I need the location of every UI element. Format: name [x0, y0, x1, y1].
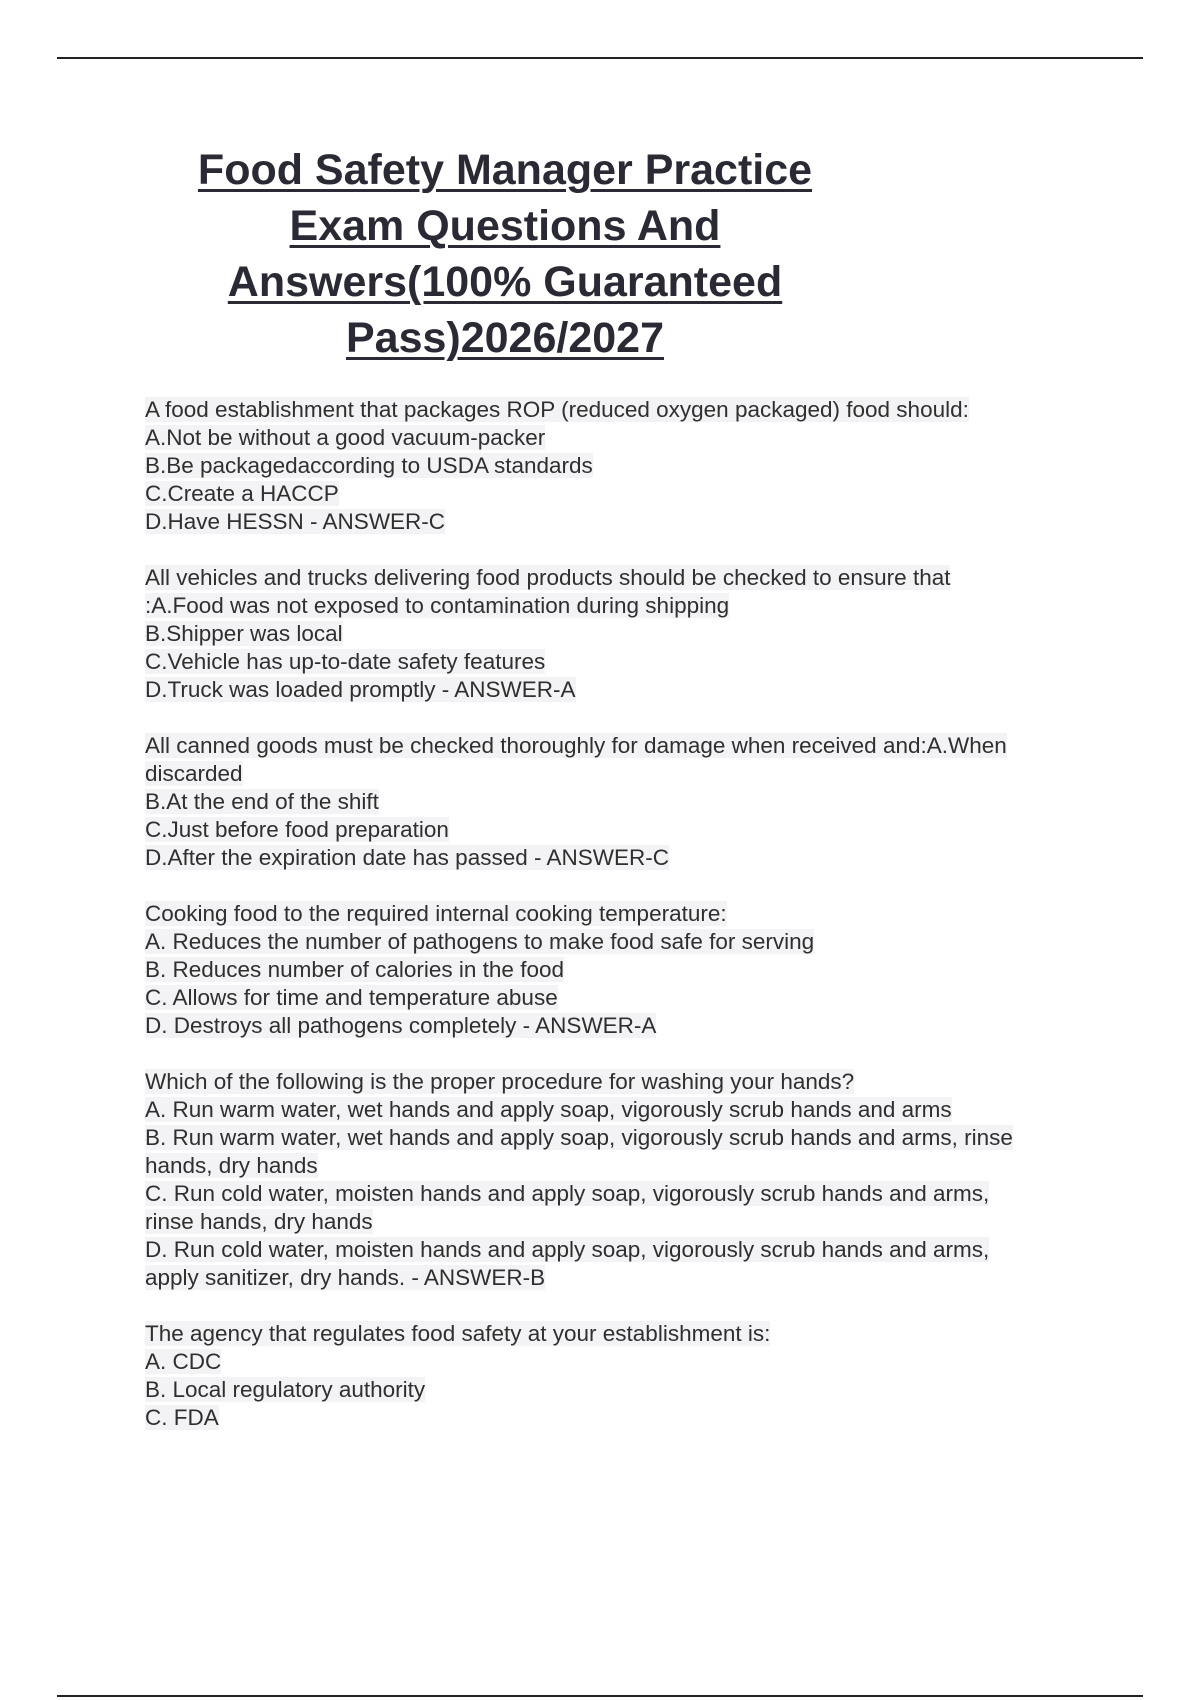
answer-option: B. Reduces number of calories in the food: [145, 957, 564, 982]
answer-option: A. Reduces the number of pathogens to make food safe for serving: [145, 929, 815, 954]
answer-option: C. Allows for time and temperature abuse: [145, 985, 558, 1010]
title-line: Answers(100% Guaranteed: [227, 258, 783, 306]
answer-option: A. Run warm water, wet hands and apply soap, vigorously scrub hands and arms: [145, 1097, 952, 1122]
answer-option: D.After the expiration date has passed - ANSWER-C: [145, 845, 669, 870]
answer-option: hands, dry hands: [145, 1153, 318, 1178]
answer-option: A.Not be without a good vacuum-packer: [145, 425, 546, 450]
question-text: Cooking food to the required internal cooking temperature:: [145, 901, 727, 926]
question-block-handwashing: [145, 1068, 1095, 1292]
answer-option: B.Be packagedaccording to USDA standards: [145, 453, 593, 478]
question-block-vehicles: [145, 564, 1095, 704]
answer-option: C. FDA: [145, 1405, 219, 1430]
answer-option: B.Shipper was local: [145, 621, 343, 646]
bottom-rule: [57, 1695, 1143, 1697]
answer-option: B.At the end of the shift: [145, 789, 379, 814]
answer-option: C.Just before food preparation: [145, 817, 449, 842]
question-text: All vehicles and trucks delivering food products should be checked to ensure that: [145, 565, 951, 590]
top-rule: [57, 57, 1143, 59]
answer-option: D. Run cold water, moisten hands and apply soap, vigorously scrub hands and arms,: [145, 1237, 990, 1262]
question-text: Which of the following is the proper procedure for washing your hands?: [145, 1069, 855, 1094]
title-line: Exam Questions And: [289, 202, 721, 250]
answer-option: D. Destroys all pathogens completely - ANSWER-A: [145, 1013, 657, 1038]
question-block-rop: [145, 396, 1095, 536]
answer-option: C.Create a HACCP: [145, 481, 339, 506]
question-text: The agency that regulates food safety at your establishment is:: [145, 1321, 771, 1346]
question-block-canned-goods: [145, 732, 1095, 872]
answer-option: apply sanitizer, dry hands. - ANSWER-B: [145, 1265, 546, 1290]
question-list: [145, 396, 1095, 1460]
question-block-cooking-temperature: [145, 900, 1095, 1040]
answer-option: C.Vehicle has up-to-date safety features: [145, 649, 546, 674]
title-line: Food Safety Manager Practice: [197, 146, 813, 194]
title-line: Pass)2026/2027: [345, 314, 664, 362]
document-title: [145, 142, 865, 366]
answer-option: D.Truck was loaded promptly - ANSWER-A: [145, 677, 576, 702]
answer-option: rinse hands, dry hands: [145, 1209, 373, 1234]
question-text: discarded: [145, 761, 243, 786]
answer-option: A. CDC: [145, 1349, 222, 1374]
answer-option: :A.Food was not exposed to contamination during shipping: [145, 593, 730, 618]
answer-option: D.Have HESSN - ANSWER-C: [145, 509, 446, 534]
answer-option: B. Run warm water, wet hands and apply soap, vigorously scrub hands and arms, rinse: [145, 1125, 1013, 1150]
question-block-regulating-agency: [145, 1320, 1095, 1432]
question-text: A food establishment that packages ROP (reduced oxygen packaged) food should:: [145, 397, 969, 422]
answer-option: C. Run cold water, moisten hands and apply soap, vigorously scrub hands and arms,: [145, 1181, 990, 1206]
answer-option: B. Local regulatory authority: [145, 1377, 426, 1402]
question-text: All canned goods must be checked thoroughly for damage when received and:A.When: [145, 733, 1007, 758]
